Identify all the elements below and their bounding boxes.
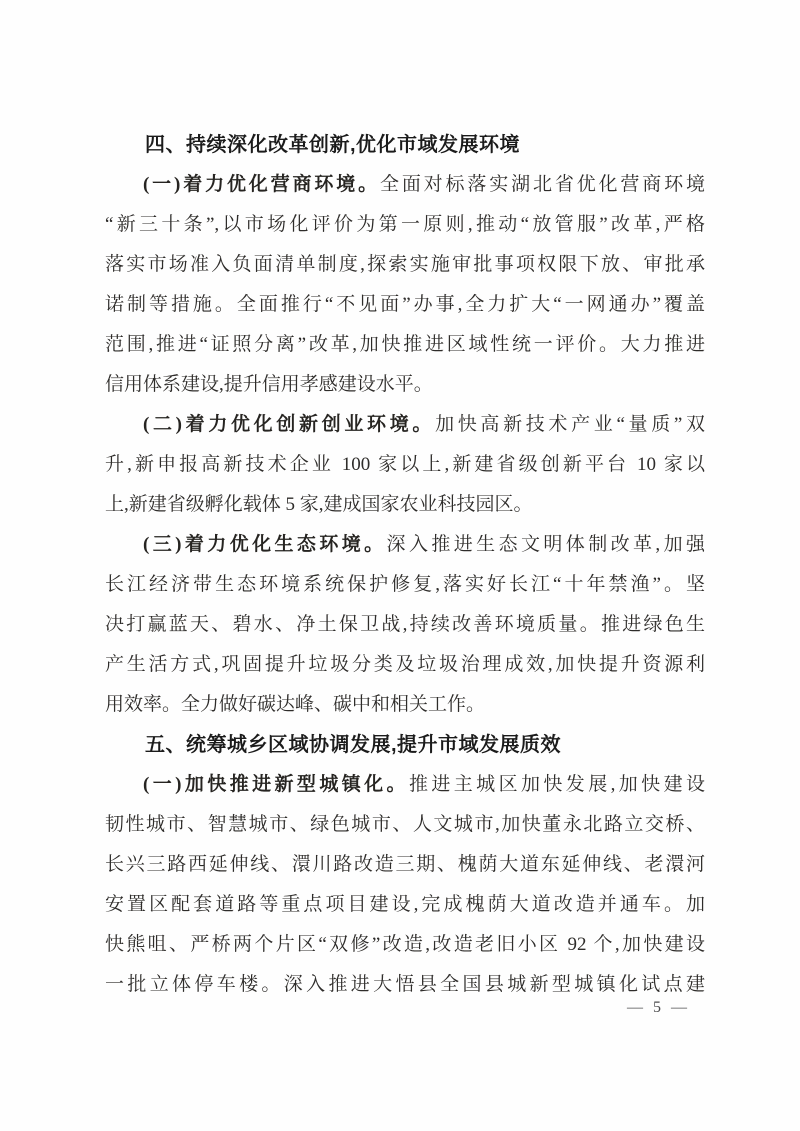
- paragraph-3-line-5: 用效率。全力做好碳达峰、碳中和相关工作。: [105, 694, 486, 715]
- paragraph-2-line-1: [105, 405, 705, 445]
- paragraph-4-line-1: [105, 765, 705, 805]
- paragraph-4-line-5: 快熊咀、严桥两个片区“双修”改造,改造老旧小区 92 个,加快建设: [105, 934, 705, 955]
- paragraph-1-text: 全面对标落实湖北省优化营商环境: [379, 174, 705, 195]
- paragraph-3-lead: (三)着力优化生态环境。: [143, 534, 387, 555]
- paragraph-4-line-3: 长兴三路西延伸线、澴川路改造三期、槐荫大道东延伸线、老澴河: [105, 854, 705, 875]
- page-number: — 5 —: [627, 999, 690, 1016]
- section-heading-5: 五、统筹城乡区域协调发展,提升市域发展质效: [145, 734, 562, 756]
- paragraph-2-line-2: 升,新申报高新技术企业 100 家以上,新建省级创新平台 10 家以: [105, 454, 705, 475]
- paragraph-2-lead: (二)着力优化创新创业环境。: [143, 414, 436, 435]
- paragraph-2-text: 加快高新技术产业“量质”双: [435, 414, 705, 435]
- paragraph-4-line-6: 一批立体停车楼。深入推进大悟县全国县城新型城镇化试点建: [105, 974, 705, 995]
- paragraph-4-line-4: 安置区配套道路等重点项目建设,完成槐荫大道改造并通车。加: [105, 894, 705, 915]
- paragraph-1-line-1: [105, 165, 705, 205]
- document-body: [105, 125, 705, 1005]
- paragraph-4-lead: (一)加快推进新型城镇化。: [143, 774, 409, 795]
- paragraph-4-line-2: 韧性城市、智慧城市、绿色城市、人文城市,加快董永北路立交桥、: [105, 814, 705, 835]
- paragraph-1-line-2: “新三十条”,以市场化评价为第一原则,推动“放管服”改革,严格: [105, 214, 705, 235]
- paragraph-1-line-3: 落实市场准入负面清单制度,探索实施审批事项权限下放、审批承: [105, 254, 705, 275]
- paragraph-1-line-4: 诺制等措施。全面推行“不见面”办事,全力扩大“一网通办”覆盖: [105, 294, 705, 315]
- paragraph-3-line-4: 产生活方式,巩固提升垃圾分类及垃圾治理成效,加快提升资源利: [105, 654, 705, 675]
- paragraph-4-text: 推进主城区加快发展,加快建设: [408, 774, 705, 795]
- paragraph-2-line-3: 上,新建省级孵化载体 5 家,建成国家农业科技园区。: [105, 494, 533, 515]
- paragraph-3-text: 深入推进生态文明体制改革,加强: [386, 534, 705, 555]
- paragraph-1-line-5: 范围,推进“证照分离”改革,加快推进区域性统一评价。大力推进: [105, 334, 705, 355]
- section-heading-4: 四、持续深化改革创新,优化市域发展环境: [145, 134, 521, 156]
- paragraph-1-line-6: 信用体系建设,提升信用孝感建设水平。: [105, 374, 433, 395]
- paragraph-3-line-1: [105, 525, 705, 565]
- paragraph-3-line-3: 决打赢蓝天、碧水、净土保卫战,持续改善环境质量。推进绿色生: [105, 614, 705, 635]
- paragraph-1-lead: (一)着力优化营商环境。: [143, 174, 380, 195]
- paragraph-3-line-2: 长江经济带生态环境系统保护修复,落实好长江“十年禁渔”。坚: [105, 574, 705, 595]
